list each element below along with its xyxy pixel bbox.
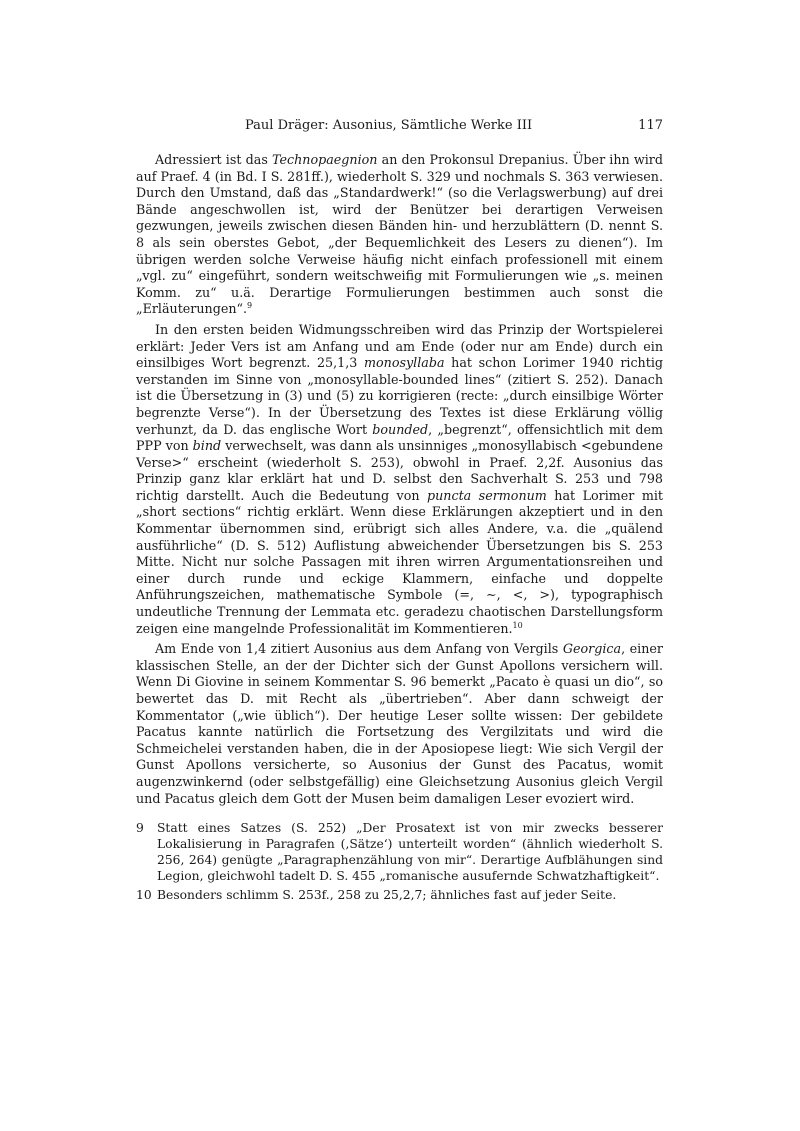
italic-term: bind bbox=[192, 438, 222, 454]
footnote bbox=[136, 887, 663, 903]
italic-term: puncta sermonum bbox=[427, 487, 547, 503]
footnote bbox=[136, 820, 663, 884]
text-run: Am Ende von 1,4 zitiert Ausonius aus dem Anfang von Vergils bbox=[155, 641, 563, 657]
text-run: verwechselt, was dann als unsinniges „monosyllabisch <gebundene Verse>“ erscheint (wiederholt S. 253), obwohl in Praef. 2,2f. Ausonius das Prinzip ganz klar erklärt hat und D. selbst den Sachverhalt S. 253 und 798 richtig darstellt. Auch die Bedeutung von bbox=[136, 438, 663, 503]
text-run: hat Lorimer mit „short sections“ richtig erklärt. Wenn diese Erklärungen akzeptiert und in den Kommentar übernommen sind, erübrigt sich alles Andere, v.a. die „quälend ausführliche“ (D. S. 512) Auflistung abweichender Übersetzungen bis S. 253 Mitte. Nicht nur solche Passagen mit ihren wirren Argumentationsreihen und einer durch runde und eckige Klammern, einfache und doppelte Anführungszeichen, mathematische Symbole (=, ∼, <, >), typographisch undeutliche Trennung der Lemmata etc. geradezu chaotischen Darstellungsform zeigen eine mangelnde Professionalität im Kommentieren. bbox=[136, 487, 664, 636]
footnote-number: 9 bbox=[136, 821, 144, 836]
footnote-text: Statt eines Satzes (S. 252) „Der Prosatext ist von mir zwecks besserer Lokalisierung in Paragrafen (‚Sätze‘) unterteilt worden“ (ähnlich wiederholt S. 256, 264) genügte „Paragraphenzählung von mir“. Derartige Aufblähungen sind Legion, gleichwohl tadelt D. S. 455 „romanische ausufernde Schwatzhaftigkeit“. bbox=[157, 821, 663, 884]
body-paragraph bbox=[136, 322, 663, 637]
body-text bbox=[136, 152, 663, 807]
italic-term: Georgica bbox=[562, 641, 622, 657]
footnotes bbox=[136, 820, 663, 903]
footnote-reference: 10 bbox=[512, 620, 523, 630]
text-run: an den Prokonsul Drepanius. Über ihn wird auf Praef. 4 (in Bd. I S. 281ff.), wiederholt S. 329 und nochmals S. 363 verwiesen. Durch den Umstand, daß das „Standardwerk!“ (so die Verlagswerbung) auf drei Bände angeschwollen ist, wird der Benützer bei derartigen Verweisen gezwungen, jeweils zwischen diesen Bänden hin- und herzublättern (D. nennt S. 8 als sein oberstes Gebot, „der Bequemlichkeit des Lesers zu dienen“). Im übrigen werden solche Verweise häufig nicht einfach professionell mit einem „vgl. zu“ eingeführt, sondern weitschweifig mit Formulierungen wie „s. meinen Komm. zu“ u.ä. Derartige Formulierungen bestimmen auch sonst die „Erläuterungen“. bbox=[136, 152, 663, 317]
italic-term: Technopaegnion bbox=[272, 152, 378, 167]
italic-term: bounded bbox=[372, 421, 429, 437]
text-run: hat schon Lorimer 1940 richtig verstanden im Sinne von „monosyllable-bounded lines“ (zitiert S. 252). Danach ist die Übersetzung in (3) und (5) zu korrigieren (recte: „durch einsilbige Wörter begrenzte Verse“). In der Übersetzung des Textes ist diese Erklärung völlig verhunzt, da D. das englische Wort bbox=[136, 355, 664, 437]
text-run: , einer klassischen Stelle, an der der Dichter sich der Gunst Apollons versichern will. Wenn Di Giovine in seinem Kommentar S. 96 bemerkt „Pacato è quasi un dio“, so bewertet das D. mit Recht als „übertrieben“. Aber dann schweigt der Kommentator („wie üblich“). Der heutige Leser sollte wissen: Der gebildete Pacatus kannte natürlich die Fortsetzung des Vergilzitats und wird die Schmeichelei verstanden haben, die in der Aposiopese liegt: Wie sich Vergil der Gunst Apollons versicherte, so Ausonius der Gunst des Pacatus, womit augenzwinkernd (oder selbstgefällig) eine Gleichsetzung Ausonius gleich Vergil und Pacatus gleich dem Gott der Musen beim damaligen Leser evoziert wird. bbox=[136, 641, 663, 806]
footnote-reference: 9 bbox=[247, 301, 253, 311]
page-number: 117 bbox=[638, 118, 663, 133]
italic-term: monosyllaba bbox=[363, 355, 445, 371]
text-run: Adressiert ist das bbox=[155, 152, 273, 167]
body-paragraph bbox=[136, 152, 663, 318]
footnote-number: 10 bbox=[136, 888, 152, 903]
body-paragraph bbox=[136, 641, 663, 807]
running-head bbox=[136, 118, 663, 134]
text-run: , „begrenzt“, offensichtlich mit dem PPP von bbox=[136, 421, 663, 454]
footnote-text: Besonders schlimm S. 253f., 258 zu 25,2,7; ähnliches fast auf jeder Seite. bbox=[157, 888, 617, 903]
text-run: In den ersten beiden Widmungsschreiben wird das Prinzip der Wortspielerei erklärt: Jeder Vers ist am Anfang und am Ende (oder nur am Ende) durch ein einsilbiges Wort begrenzt. 25,1,3 bbox=[136, 321, 663, 371]
running-title: Paul Dräger: Ausonius, Sämtliche Werke III bbox=[245, 118, 533, 133]
document-page bbox=[136, 118, 663, 906]
